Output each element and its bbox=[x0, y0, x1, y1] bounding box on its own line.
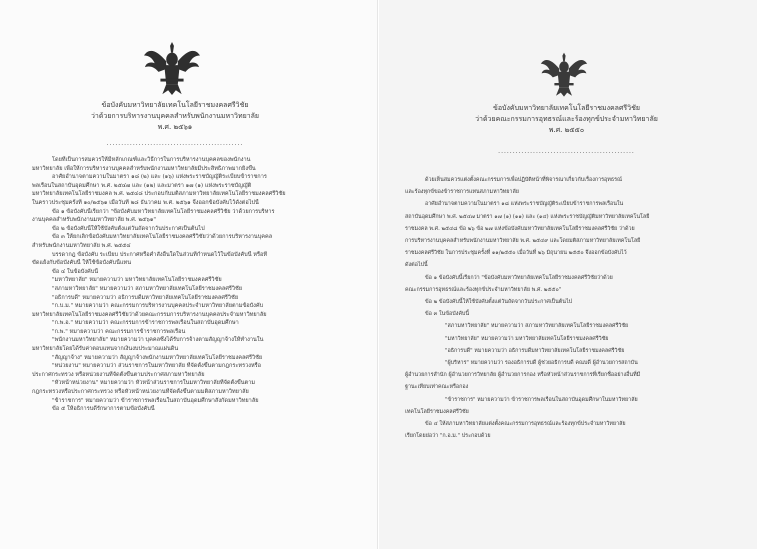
paragraph-line: อาศัยอำนาจตามความในมาตรา ๑๘ แห่งพระราชบัญญัติระเบียบข้าราชการพลเรือนใน bbox=[425, 201, 624, 208]
paragraph-line: "สภามหาวิทยาลัย" หมายความว่า สภามหาวิทยาลัยเทคโนโลยีราชมงคลศรีวิชัย bbox=[445, 323, 629, 330]
paragraph-line: "ก.พ." หมายความว่า คณะกรรมการข้าราชการพลเรือน bbox=[52, 328, 186, 335]
paragraph-line: ดังต่อไปนี้ bbox=[405, 262, 428, 269]
paragraph-line: งานบุคคลสำหรับพนักงานมหาวิทยาลัย พ.ศ. ๒๕๖๑" bbox=[32, 217, 156, 224]
paragraph-line: กฎกระทรวงหรือประกาศกระทรวง หรือหัวหน้าหน่วยงานที่จัดตั้งขึ้นตามมติสภามหาวิทยาลัย bbox=[32, 389, 249, 396]
paragraph-line: สถาบันอุดมศึกษา พ.ศ. ๒๕๔๗ มาตรา ๑๗ (๑) (๑๑) และ (๑๔) แห่งพระราชบัญญัติมหาวิทยาลัยเทคโนโลยี bbox=[405, 213, 650, 220]
separator: ............................................... bbox=[106, 140, 244, 147]
document-subtitle: ว่าด้วยการบริหารงานบุคคลสำหรับพนักงานมหาวิทยาลัย bbox=[90, 112, 260, 120]
paragraph-line: เรียกโดยย่อว่า "ก.อ.ม." ประกอบด้วย bbox=[405, 433, 491, 440]
paragraph-line: และร้องทุกข์ของข้าราชการแทนสภามหาวิทยาลัย bbox=[405, 189, 519, 196]
document-heading bbox=[0, 100, 350, 133]
document-title: ข้อบังคับมหาวิทยาลัยเทคโนโลยีราชมงคลศรีวิชัย bbox=[101, 101, 249, 109]
paragraph-line: "หน่วยงาน" หมายความว่า ส่วนราชการในมหาวิทยาลัย ที่จัดตั้งขึ้นตามกฎกระทรวงหรือ bbox=[52, 363, 261, 370]
paragraph-line: โดยที่เป็นการสมควรให้มีหลักเกณฑ์และวิธีการในการบริหารงานบุคคลของพนักงาน bbox=[52, 157, 251, 163]
paragraph-line: ข้อ ๒ ข้อบังคับนี้ให้ใช้บังคับตั้งแต่วันถัดจากวันประกาศเป็นต้นไป bbox=[52, 225, 205, 232]
paragraph-line: บรรดากฎ ข้อบังคับ ระเบียบ ประกาศหรือคำสั่งอื่นใดในส่วนที่กำหนดไว้ในข้อบังคับนี้ หรือที่ bbox=[52, 251, 268, 258]
paragraph-line: อาศัยอำนาจตามความในมาตรา ๑๘ (๒) และ (๑๖) แห่งพระราชบัญญัติระเบียบข้าราชการ bbox=[52, 174, 267, 181]
paragraph-line: ข้อ ๕ ให้อธิการบดีรักษาการตามข้อบังคับนี้ bbox=[52, 406, 155, 413]
separator: ............................................... bbox=[498, 148, 635, 155]
paragraph-line: มหาวิทยาลัยเทคโนโลยีราชมงคลศรีวิชัยว่าด้วยคณะกรรมการบริหารงานบุคคลประจำมหาวิทยาลัย bbox=[32, 311, 267, 318]
paragraph-line: ด้วยเห็นสมควรแต่งตั้งคณะกรรมการเพื่อปฏิบัติหน้าที่พิจารณาเกี่ยวกับเรื่องการอุทธรณ์ bbox=[425, 177, 623, 183]
paragraph-line: ราชมงคล พ.ศ. ๒๕๔๘ ข้อ ๒๖ ข้อ ๒๗ แห่งข้อบังคับมหาวิทยาลัยเทคโนโลยีราชมงคลศรีวิชัย ว่าด้วย bbox=[405, 225, 635, 232]
paragraph-line: ผู้อำนวยการสำนัก ผู้อำนวยการวิทยาลัย ผู้อำนวยการกอง หรือหัวหน้าส่วนราชการที่เรียกชื่ออย่างอื่นที่มี bbox=[405, 372, 641, 379]
paragraph-line: "ข้าราชการ" หมายความว่า ข้าราชการพลเรือนในสถาบันอุดมศึกษาสังกัดมหาวิทยาลัย bbox=[52, 397, 259, 404]
paragraph-line: "สภามหาวิทยาลัย" หมายความว่า สภามหาวิทยาลัยเทคโนโลยีราชมงคลศรีวิชัย bbox=[52, 285, 243, 292]
paragraph-line: ในคราวประชุมครั้งที่ ๑๐/๒๕๖๑ เมื่อวันที่ ๒๘ ธันวาคม พ.ศ. ๒๕๖๑ จึงออกข้อบังคับไว้ดังต่อไปนี้ bbox=[32, 199, 259, 206]
paragraph-line: "มหาวิทยาลัย" หมายความว่า มหาวิทยาลัยเทคโนโลยีราชมงคลศรีวิชัย bbox=[52, 277, 222, 284]
paragraph-line: ข้อ ๓ ให้ยกเลิกข้อบังคับมหาวิทยาลัยเทคโนโลยีราชมงคลศรีวิชัยว่าด้วยการบริหารงานบุคคล bbox=[52, 234, 273, 241]
document-subtitle: ว่าด้วยคณะกรรมการอุทธรณ์และร้องทุกข์ประจำมหาวิทยาลัย bbox=[475, 115, 658, 123]
document-year: พ.ศ. ๒๕๖๑ bbox=[157, 123, 193, 131]
paragraph-line: สำหรับพนักงานมหาวิทยาลัย พ.ศ. ๒๕๕๔ bbox=[32, 242, 131, 249]
left-document-page bbox=[0, 0, 378, 549]
paragraph-line: ข้อ ๓ ในข้อบังคับนี้ bbox=[425, 311, 470, 318]
paragraph-line: ข้อ ๑ ข้อบังคับนี้เรียกว่า "ข้อบังคับมหาวิทยาลัยเทคโนโลยีราชมงคลศรีวิชัยว่าด้วย bbox=[425, 274, 613, 281]
garuda-emblem-icon bbox=[143, 42, 201, 96]
paragraph-line: ข้อ ๔ ในข้อบังคับนี้ bbox=[52, 268, 99, 275]
paragraph-line: "ผู้บริหาร" หมายความว่า รองอธิการบดี ผู้ช่วยอธิการบดี คณบดี ผู้อำนวยการสถาบัน bbox=[445, 360, 638, 367]
right-document-page bbox=[379, 0, 757, 549]
paragraph-line: ข้อ ๑ ข้อบังคับนี้เรียกว่า "ข้อบังคับมหาวิทยาลัยเทคโนโลยีราชมงคลศรีวิชัย ว่าด้วยการบริหาร bbox=[52, 208, 275, 215]
garuda-emblem-icon bbox=[540, 52, 588, 98]
paragraph-line: "สัญญาจ้าง" หมายความว่า สัญญาจ้างพนักงานมหาวิทยาลัยเทคโนโลยีราชมงคลศรีวิชัย bbox=[52, 354, 263, 361]
paragraph-line: ประกาศกระทรวง หรือหน่วยงานที่จัดตั้งขึ้นตามประกาศสภามหาวิทยาลัย bbox=[32, 371, 205, 378]
document-body bbox=[32, 156, 350, 414]
paragraph-line: ขัดแย้งกับข้อบังคับนี้ ให้ใช้ข้อบังคับนี้แทน bbox=[32, 260, 132, 267]
paragraph-line: มหาวิทยาลัยเทคโนโลยีราชมงคล พ.ศ. ๒๕๔๘ ประกอบกับมติสภามหาวิทยาลัยเทคโนโลยีราชมงคลศรีวิชัย bbox=[32, 191, 286, 198]
paragraph-line: มหาวิทยาลัยโดยได้รับค่าตอบแทนจากเงินงบประมาณแผ่นดิน bbox=[32, 346, 179, 353]
paragraph-line: "อธิการบดี" หมายความว่า อธิการบดีมหาวิทยาลัยเทคโนโลยีราชมงคลศรีวิชัย bbox=[445, 347, 625, 354]
document-body bbox=[405, 174, 723, 442]
document-heading bbox=[379, 103, 754, 136]
paragraph-line: พลเรือนในสถาบันอุดมศึกษา พ.ศ. ๒๕๔๗ และ (๑๒) และมาตรา ๑๗ (๑) แห่งพระราชบัญญัติ bbox=[32, 182, 252, 189]
paragraph-line: การบริหารงานบุคคลสำหรับพนักงานมหาวิทยาลัย พ.ศ. ๒๕๔๙ และโดยมติสภามหาวิทยาลัยเทคโนโลยี bbox=[405, 238, 641, 245]
paragraph-line: "มหาวิทยาลัย" หมายความว่า มหาวิทยาลัยเทคโนโลยีราชมงคลศรีวิชัย bbox=[445, 335, 609, 342]
paragraph-line: ข้อ ๔ ให้สภามหาวิทยาลัยแต่งตั้งคณะกรรมการอุทธรณ์และร้องทุกข์ประจำมหาวิทยาลัย bbox=[425, 421, 626, 428]
paragraph-line: "ก.พ.อ." หมายความว่า คณะกรรมการข้าราชการพลเรือนในสถาบันอุดมศึกษา bbox=[52, 320, 239, 327]
paragraph-line: เทคโนโลยีราชมงคลศรีวิชัย bbox=[405, 408, 469, 415]
document-title: ข้อบังคับมหาวิทยาลัยเทคโนโลยีราชมงคลศรีวิชัย bbox=[493, 104, 640, 112]
paragraph-line: "หัวหน้าหน่วยงาน" หมายความว่า หัวหน้าส่วนราชการในมหาวิทยาลัยที่จัดตั้งขึ้นตาม bbox=[52, 380, 256, 387]
paragraph-line: คณะกรรมการอุทธรณ์และร้องทุกข์ประจำมหาวิทยาลัย พ.ศ. ๒๕๕๐" bbox=[405, 286, 562, 293]
paragraph-line: ราชมงคลศรีวิชัย ในการประชุมครั้งที่ ๑๑/๒๕๕๐ เมื่อวันที่ ๒๖ มิถุนายน ๒๕๕๐ จึงออกข้อบังคับไว้ bbox=[405, 250, 627, 257]
paragraph-line: "ก.บ.ม." หมายความว่า คณะกรรมการบริหารงานบุคคลประจำมหาวิทยาลัยตามข้อบังคับ bbox=[52, 303, 264, 310]
document-year: พ.ศ. ๒๕๕๐ bbox=[548, 126, 585, 134]
paragraph-line: มหาวิทยาลัย เพื่อให้การบริหารงานบุคคลสำหรับพนักงานมหาวิทยาลัยมีประสิทธิภาพมากยิ่งขึ้น bbox=[32, 165, 256, 172]
paragraph-line: "อธิการบดี" หมายความว่า อธิการบดีมหาวิทยาลัยเทคโนโลยีราชมงคลศรีวิชัย bbox=[52, 294, 239, 301]
paragraph-line: ข้อ ๒ ข้อบังคับนี้ให้ใช้บังคับตั้งแต่วันถัดจากวันประกาศเป็นต้นไป bbox=[425, 299, 573, 306]
paragraph-line: ฐานะเทียบเท่าคณะหรือกอง bbox=[405, 384, 469, 391]
paragraph-line: "ข้าราชการ" หมายความว่า ข้าราชการพลเรือนในสถาบันอุดมศึกษาในมหาวิทยาลัย bbox=[445, 396, 638, 403]
paragraph-line: "พนักงานมหาวิทยาลัย" หมายความว่า บุคคลซึ่งได้รับการจ้างตามสัญญาจ้างให้ทำงานใน bbox=[52, 337, 264, 344]
